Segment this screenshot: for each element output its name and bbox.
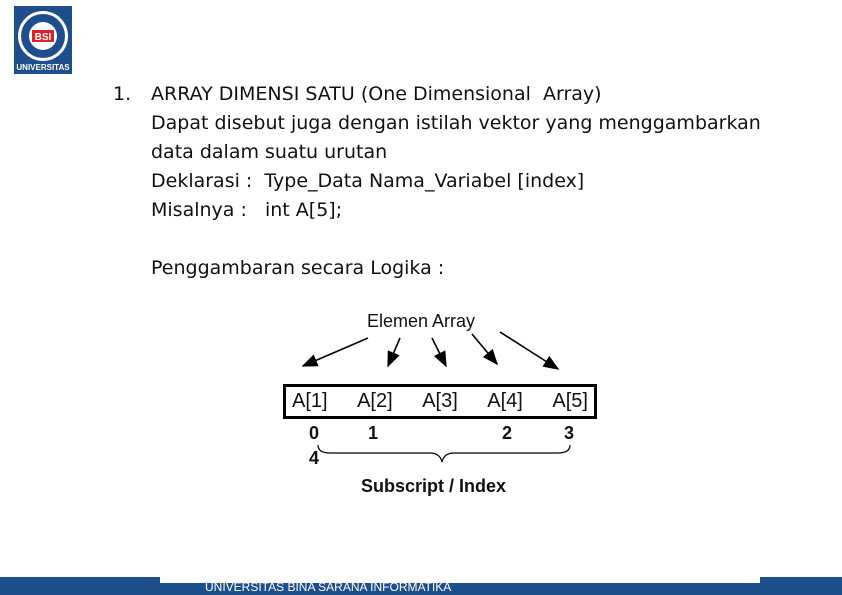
subscript-index-label: Subscript / Index [361,476,507,496]
array-box [283,384,597,419]
declaration-line: Deklarasi : Type_Data Nama_Variabel [index] [151,170,585,192]
index-label-0: 0 [309,423,320,443]
list-number: 1. [113,83,132,105]
footer-university-name: UNIVERSITAS BINA SARANA INFORMATIKA [205,580,452,594]
arrow-to-cell-3 [432,338,446,366]
section-heading: ARRAY DIMENSI SATU (One Dimensional Array) [151,83,602,105]
array-cell-4: A[4] [487,390,523,412]
description-line-2: data dalam suatu urutan [151,141,388,163]
description-line-1: Dapat disebut juga dengan istilah vektor yang menggambarkan [151,112,761,134]
arrow-to-cell-1 [303,338,368,366]
array-cell-3: A[3] [422,390,458,412]
array-cell-5: A[5] [552,390,588,412]
footer-tab-right [760,577,842,595]
array-cell-2: A[2] [357,390,393,412]
index-label-1: 1 [368,423,379,443]
arrow-to-cell-2 [388,338,400,366]
logo-center-text: BSI [34,32,52,43]
arrow-to-cell-4 [472,334,497,364]
arrow-to-cell-5 [500,332,558,369]
logic-illustration-line: Penggambaran secara Logika : [151,257,445,279]
example-line: Misalnya : int A[5]; [151,199,343,221]
logo-banner-text: UNIVERSITAS [16,63,70,72]
elemen-array-label: Elemen Array [367,311,476,331]
array-cell-1: A[1] [292,390,328,412]
index-label-3: 3 [564,423,575,443]
footer-tab-left [0,577,160,595]
index-label-4: 4 [309,448,320,468]
index-brace [318,445,570,462]
index-label-2: 2 [502,423,513,443]
